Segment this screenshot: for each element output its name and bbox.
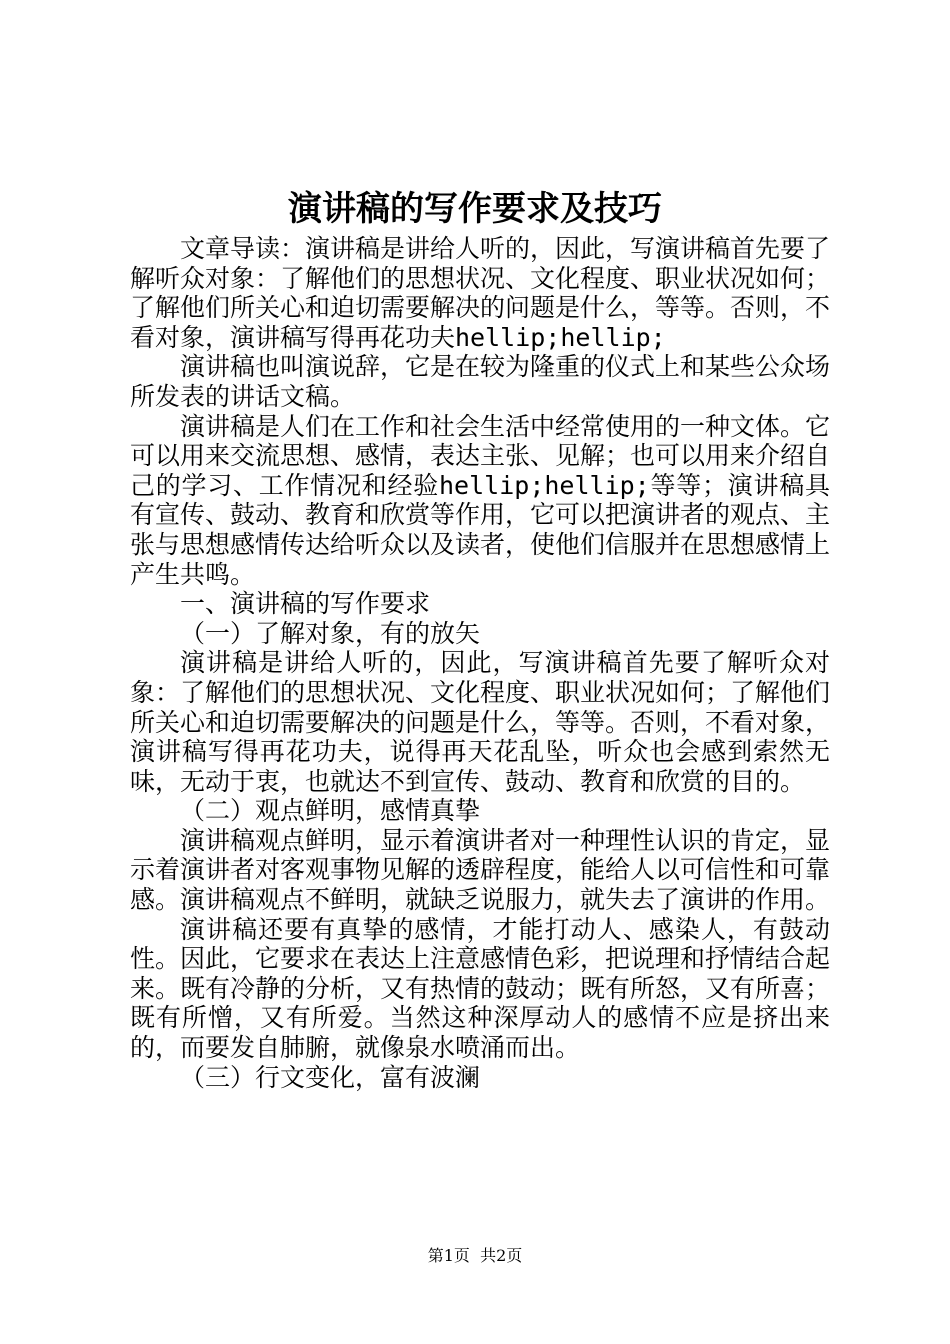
document-title: 演讲稿的写作要求及技巧 xyxy=(288,189,662,229)
paragraph-know-audience: 演讲稿是讲给人听的，因此，写演讲稿首先要了解听众对象：了解他们的思想状况、文化程度、职业状况如何；了解他们所关心和迫切需要解决的问题是什么，等等。否则，不看对象，演讲稿写得再花功夫，说得再天花乱坠，听众也会感到索然无味，无动于衷，也就达不到宣传、鼓动、教育和欣赏的目的。 xyxy=(130,648,831,796)
subsection-heading-2: （二）观点鲜明，感情真挚 xyxy=(180,796,481,826)
paragraph-intro: 文章导读：演讲稿是讲给人听的，因此，写演讲稿首先要了解听众对象：了解他们的思想状况、文化程度、职业状况如何；了解他们所关心和迫切需要解决的问题是什么，等等。否则，不看对象，演讲稿写得再花功夫hellip;hellip; xyxy=(130,234,831,352)
subsection-heading-3: （三）行文变化，富有波澜 xyxy=(180,1062,481,1092)
paragraph-sincere-emotion: 演讲稿还要有真挚的感情，才能打动人、感染人，有鼓动性。因此，它要求在表达上注意感情色彩，把说理和抒情结合起来。既有冷静的分析，又有热情的鼓动；既有所怒，又有所喜；既有所憎，又有所爱。当然这种深厚动人的感情不应是挤出来的，而要发自肺腑，就像泉水喷涌而出。 xyxy=(130,914,831,1063)
page-footer xyxy=(0,1245,950,1267)
section-heading-requirements: 一、演讲稿的写作要求 xyxy=(180,589,431,619)
paragraph-usage: 演讲稿是人们在工作和社会生活中经常使用的一种文体。它可以用来交流思想、感情，表达主张、见解；也可以用来介绍自己的学习、工作情况和经验hellip;hellip;等等；演讲稿具有宣传、鼓动、教育和欣赏等作用，它可以把演讲者的观点、主张与思想感情传达给听众以及读者，使他们信服并在思想感情上产生共鸣。 xyxy=(130,411,831,589)
page-number: 第1页 xyxy=(427,1246,470,1265)
document-body xyxy=(130,234,830,1092)
paragraph-clear-viewpoint: 演讲稿观点鲜明，显示着演讲者对一种理性认识的肯定，显示着演讲者对客观事物见解的透辟程度，能给人以可信性和可靠感。演讲稿观点不鲜明，就缺乏说服力，就失去了演讲的作用。 xyxy=(130,825,831,915)
subsection-heading-1: （一）了解对象，有的放矢 xyxy=(180,618,481,648)
page-total: 共2页 xyxy=(480,1246,523,1265)
paragraph-definition: 演讲稿也叫演说辞，它是在较为隆重的仪式上和某些公众场所发表的讲话文稿。 xyxy=(130,352,831,411)
